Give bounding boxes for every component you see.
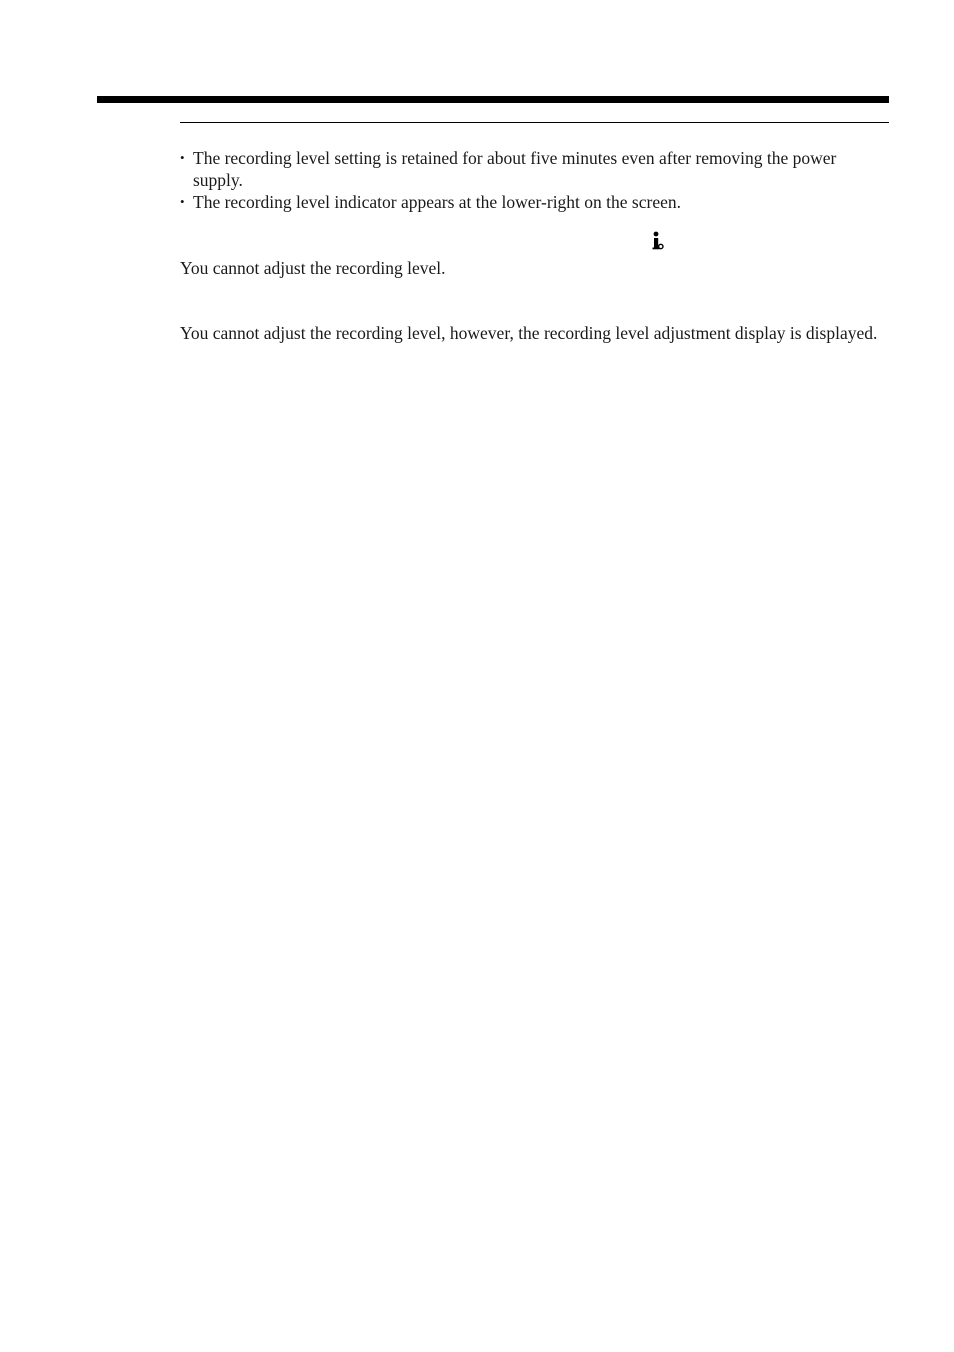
paragraph: You cannot adjust the recording level.: [180, 258, 446, 278]
info-i-icon: [651, 230, 665, 252]
bullet: •: [180, 194, 185, 209]
note-text: The recording level indicator appears at the lower-right on the screen.: [193, 192, 681, 212]
paragraph: You cannot adjust the recording level, however, the recording level adjustment display is displayed.: [180, 323, 878, 343]
note-item: [180, 191, 889, 213]
header-thick-rule: [97, 96, 889, 103]
section-divider: [180, 122, 889, 123]
note-text: The recording level setting is retained for about five minutes even after removing the power supply.: [193, 148, 837, 190]
note-item: [180, 147, 889, 191]
notes-list: [180, 147, 889, 213]
bullet: •: [180, 150, 185, 165]
